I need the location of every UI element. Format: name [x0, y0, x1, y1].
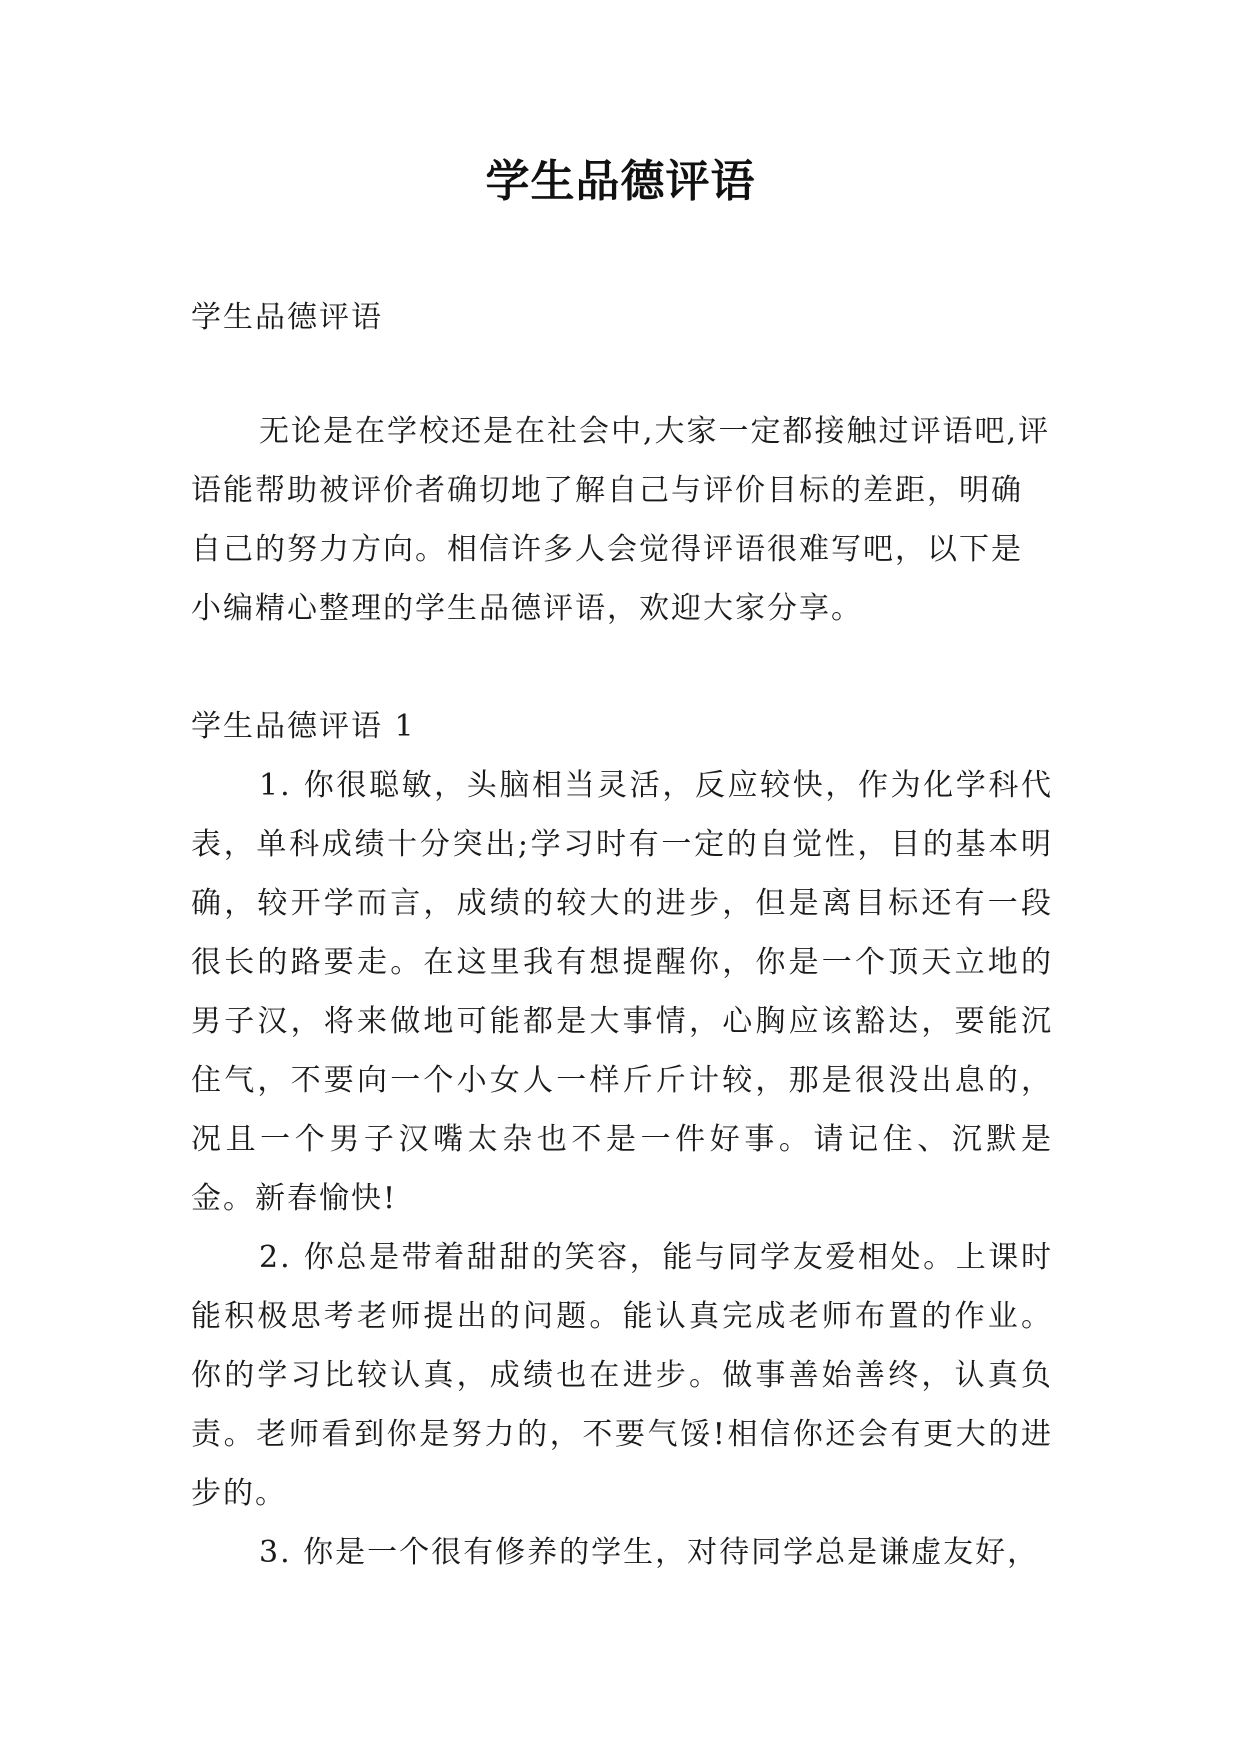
- document-title: 学生品德评语: [485, 156, 756, 207]
- document-subtitle: 学生品德评语: [191, 300, 383, 335]
- section-heading: 学生品德评语 1: [191, 709, 416, 744]
- intro-paragraph: 无论是在学校还是在社会中,大家一定都接触过评语吧,评语能帮助被评价者确切地了解自己与评价目标的差距，明确自己的努力方向。相信许多人会觉得评语很难写吧，以下是小编精心整理的学生品德评语，欢迎大家分享。: [191, 414, 1051, 626]
- comment-list: [191, 756, 1053, 1582]
- comment-item-1: 1. 你很聪敏，头脑相当灵活，反应较快，作为化学科代表，单科成绩十分突出;学习时有一定的自觉性，目的基本明确，较开学而言，成绩的较大的进步，但是离目标还有一段很长的路要走。在这里我有想提醒你，你是一个顶天立地的男子汉，将来做地可能都是大事情，心胸应该豁达，要能沉住气，不要向一个小女人一样斤斤计较，那是很没出息的，况且一个男子汉嘴太杂也不是一件好事。请记住、沉默是金。新春愉快!: [191, 768, 1053, 1216]
- comment-item-2: 2. 你总是带着甜甜的笑容，能与同学友爱相处。上课时能积极思考老师提出的问题。能认真完成老师布置的作业。你的学习比较认真，成绩也在进步。做事善始善终，认真负责。老师看到你是努力的，不要气馁!相信你还会有更大的进步的。: [191, 1240, 1053, 1511]
- comment-item-3: 3. 你是一个很有修养的学生，对待同学总是谦虚友好，: [259, 1535, 1040, 1570]
